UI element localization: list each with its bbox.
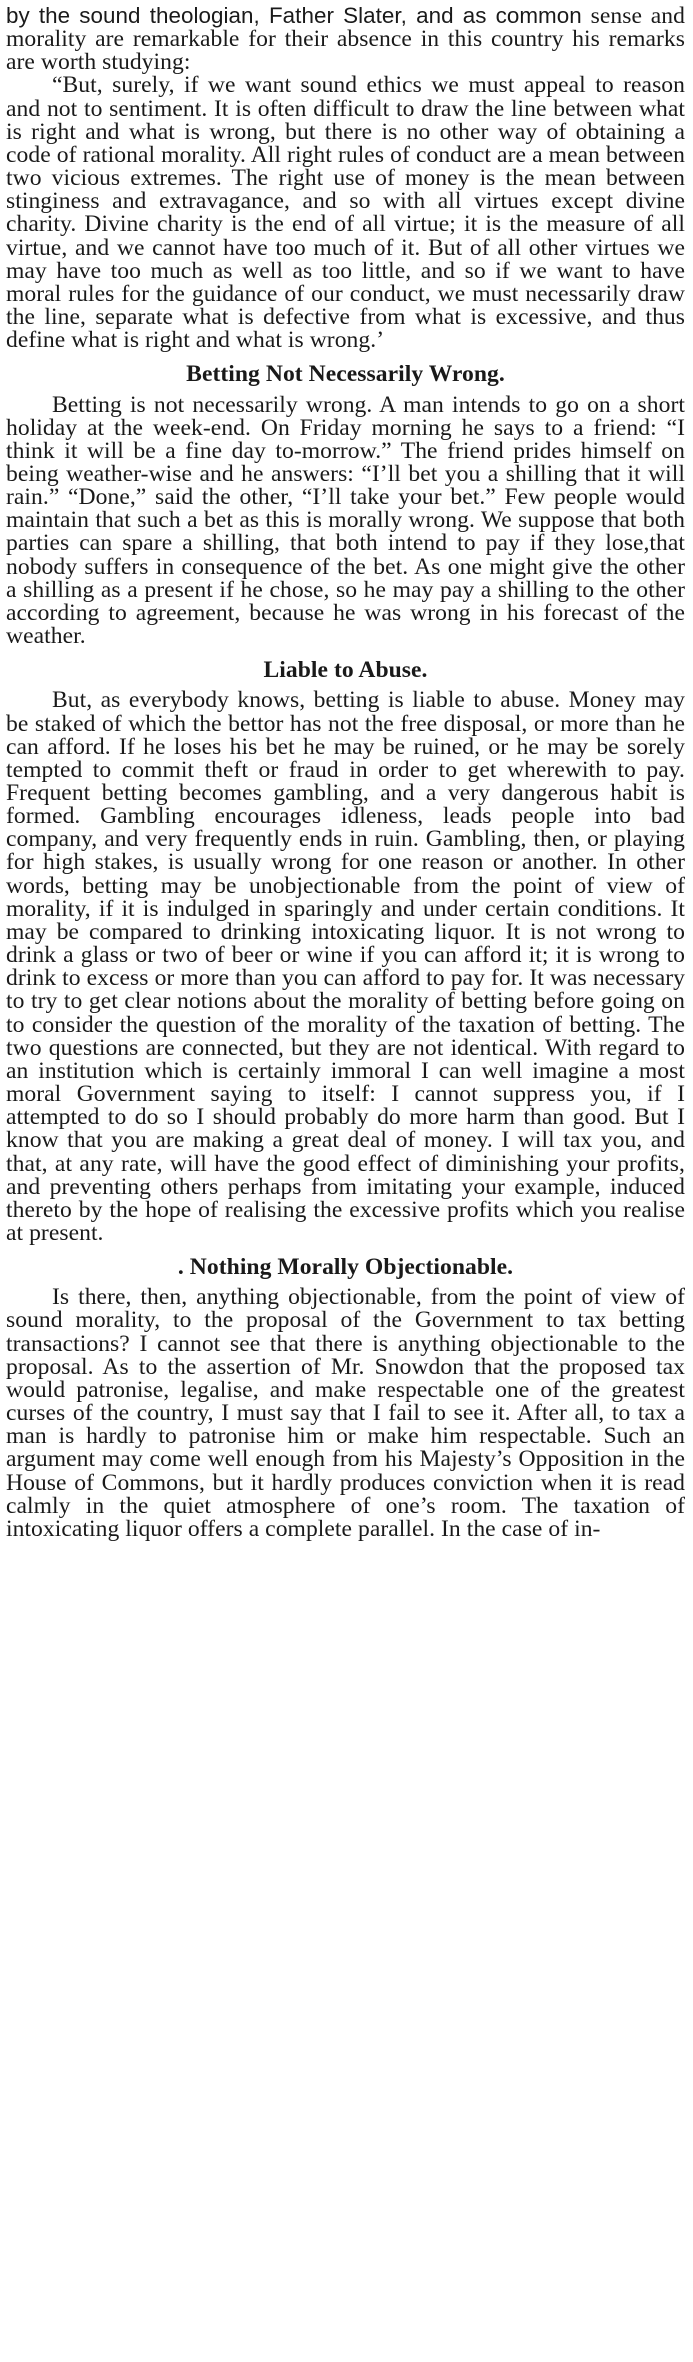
section-body-abuse: But, as everybody knows, betting is liable to abuse. Money may be staked of which the bettor has not the free disposal, or more than he can afford. If he loses his bet he may be ruined, or he may be sorely tempted to commit theft or fraud in order to get wherewith to pay. Frequent betting becomes gambling, and a very dangerous habit is formed. Gambling encourages idleness, leads people into bad company, and very frequently ends in ruin. Gambling, then, or playing for high stakes, is usually wrong for one reason or another. In other words, betting may be unobjectionable from the point of view of morality, if it is indulged in sparingly and under certain conditions. It may be compared to drinking intoxicating liquor. It is not wrong to drink a glass or two of beer or wine if you can afford it; it is wrong to drink to excess or more than you can afford to pay for. It was necessary to try to get clear notions about the morality of betting before going on to consider the question of the morality of the taxation of betting. The two questions are connected, but they are not identical. With regard to an institution which is certainly immoral I can well imagine a most moral Government saying to itself: I cannot suppress you, if I attempted to do so I should probably do more harm than good. But I know that you are making a great deal of money. I will tax you, and that, at any rate, will have the good effect of diminishing your profits, and preventing others perhaps from imitating your example, induced thereto by the hope of realising the excessive profits which you realise at present. <box>6 687 685 1246</box>
section-heading-betting: Betting Not Necessarily Wrong. <box>186 361 505 388</box>
intro-paragraph <box>6 4 685 74</box>
intro-text: sense and morality are remarkable for their absence in this country his remarks are worth studying: <box>6 3 685 76</box>
quoted-passage: “But, surely, if we want sound ethics we must appeal to reason and not to sentiment. It is often difficult to draw the line between what is right and what is wrong, but there is no other way of obtaining a code of rational morality. All right rules of conduct are a mean between two vicious extremes. The right use of money is the mean between stinginess and extravagance, and so with all virtues except divine charity. Divine charity is the end of all virtue; it is the measure of all virtue, and we cannot have too much of it. But of all other virtues we may have too much as well as too little, and so if we want to have moral rules for the guidance of our conduct, we must necessarily draw the line, separate what is defective from what is excessive, and thus define what is right and what is wrong.’ <box>6 72 685 354</box>
section-body-objectionable: Is there, then, anything objectionable, from the point of view of sound morality, to the proposal of the Government to tax betting transactions? I cannot see that there is anything objectionable to the proposal. As to the assertion of Mr. Snowdon that the proposed tax would patronise, legalise, and make respectable one of the greatest curses of the country, I must say that I fail to see it. After all, to tax a man is hardly to patronise him or make him respectable. Such an argument may come well enough from his Majesty’s Opposition in the House of Commons, but it hardly produces conviction when it is read calmly in the quiet atmosphere of one’s room. The taxation of intoxicating liquor offers a complete parallel. In the case of in- <box>6 1284 685 1542</box>
section-heading-abuse: Liable to Abuse. <box>263 657 428 684</box>
section-heading-objectionable: . Nothing Morally Objectionable. <box>177 1254 514 1281</box>
intro-first-line: by the sound theologian, Father Slater, and as common <box>6 3 582 28</box>
section-body-betting: Betting is not necessarily wrong. A man intends to go on a short holiday at the week-end. On Friday morning he says to a friend: “I think it will be a fine day to-morrow.” The friend prides himself on being weather-wise and he answers: “I’ll bet you a shilling that it will rain.” “Done,” said the other, “I’ll take your bet.” Few people would maintain that such a bet as this is morally wrong. We suppose that both parties can spare a shilling, that both intend to pay if they lose,that nobody suffers in consequence of the bet. As one might give the other a shilling as a present if he chose, so he may pay a shilling to the other according to agreement, because he was wrong in his forecast of the weather. <box>6 391 685 650</box>
